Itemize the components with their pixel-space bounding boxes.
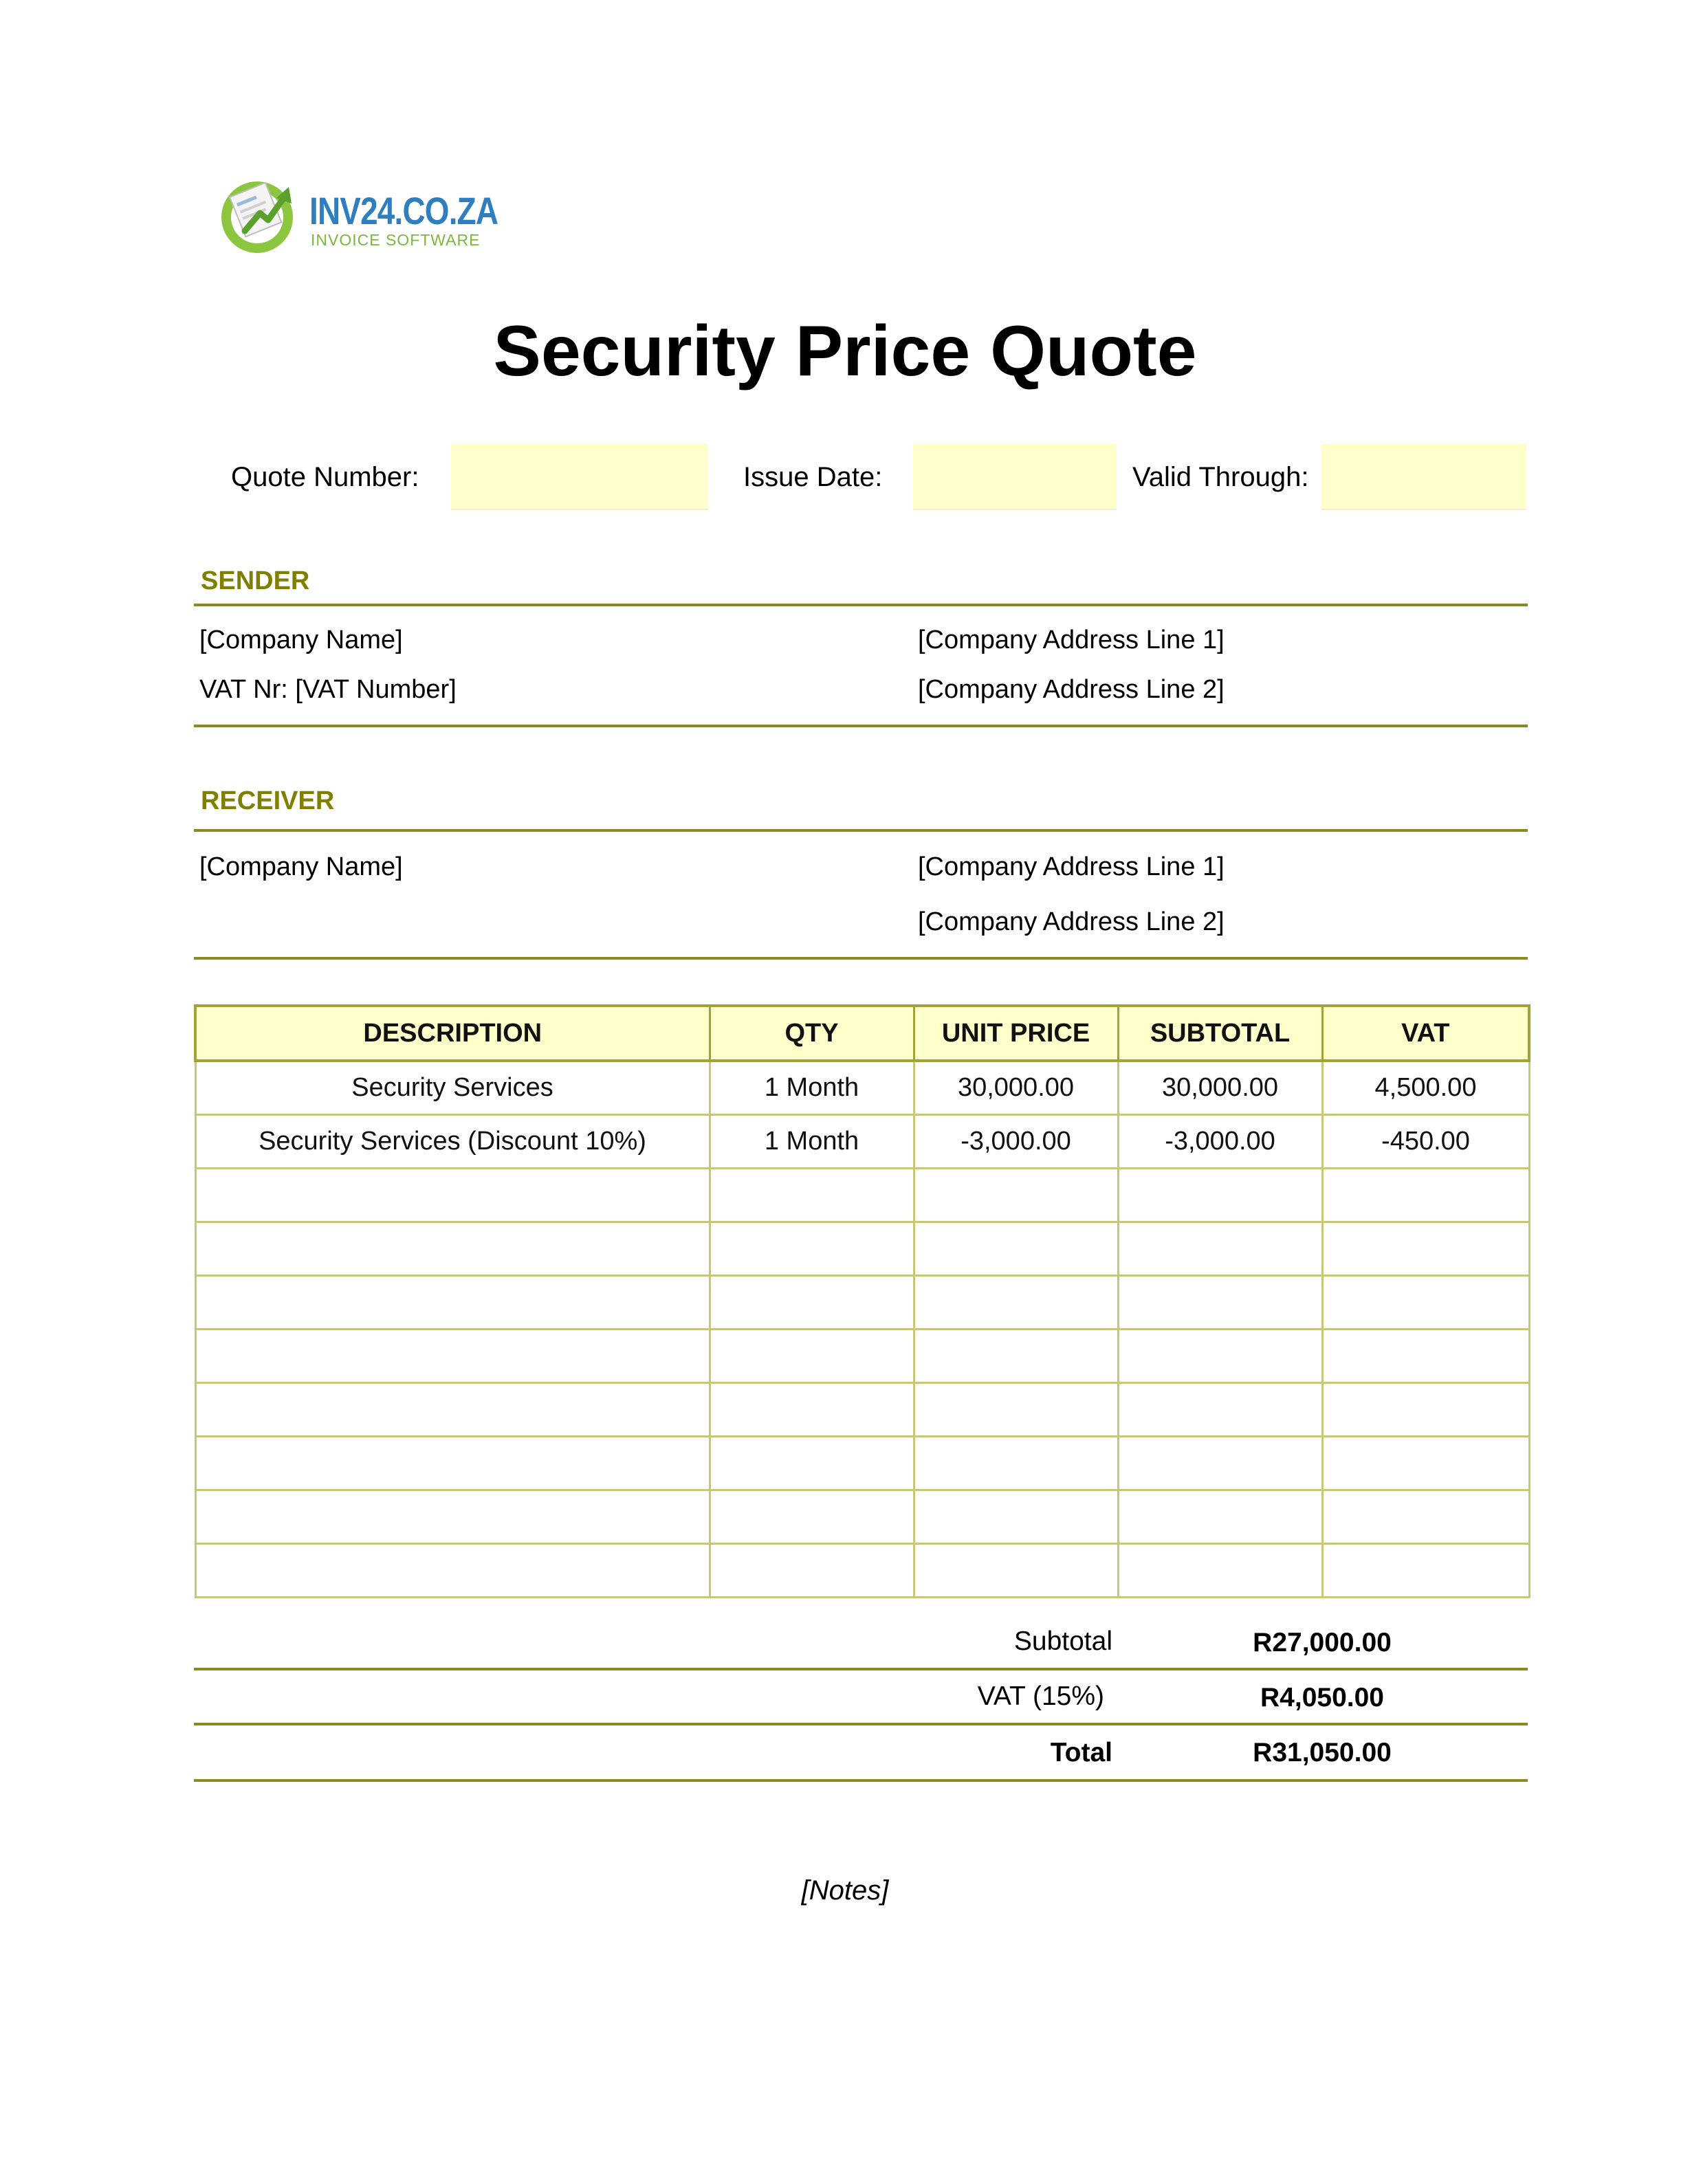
subtotal-rule [194,1668,1528,1670]
item-vat[interactable] [1322,1383,1529,1437]
receiver-top-rule [194,829,1528,832]
logo-tagline: INVOICE SOFTWARE [311,231,481,249]
item-unit-price[interactable] [914,1330,1118,1383]
item-qty[interactable]: 1 Month [710,1061,914,1115]
item-subtotal[interactable]: 30,000.00 [1118,1061,1322,1115]
item-qty[interactable] [710,1437,914,1490]
item-description[interactable] [195,1330,710,1383]
table-row [195,1490,1529,1544]
item-unit-price[interactable] [914,1276,1118,1330]
column-header-qty: QTY [710,1006,914,1061]
valid-through-label: Valid Through: [1132,462,1309,492]
table-row [195,1437,1529,1490]
items-header-row [195,1006,1529,1061]
column-header-subtotal: SUBTOTAL [1118,1006,1322,1061]
item-subtotal[interactable] [1118,1222,1322,1276]
table-row [195,1169,1529,1222]
table-row [195,1330,1529,1383]
item-qty[interactable] [710,1330,914,1383]
item-subtotal[interactable] [1118,1169,1322,1222]
item-qty[interactable] [710,1383,914,1437]
item-unit-price[interactable] [914,1222,1118,1276]
sender-heading: SENDER [201,566,310,595]
item-description[interactable] [195,1383,710,1437]
item-unit-price[interactable] [914,1490,1118,1544]
item-subtotal[interactable] [1118,1330,1322,1383]
quote-number-field[interactable] [451,444,708,510]
item-qty[interactable] [710,1544,914,1598]
total-value: R31,050.00 [1253,1738,1392,1767]
item-subtotal[interactable]: -3,000.00 [1118,1115,1322,1169]
valid-through-field[interactable] [1321,444,1526,510]
item-vat[interactable]: -450.00 [1322,1115,1529,1169]
vat-rule [194,1723,1528,1725]
logo-icon [217,173,303,254]
item-qty[interactable] [710,1169,914,1222]
notes[interactable]: [Notes] [801,1875,889,1906]
item-unit-price[interactable]: -3,000.00 [914,1115,1118,1169]
item-qty[interactable]: 1 Month [710,1115,914,1169]
sender-address-line-1: [Company Address Line 1] [918,626,1225,654]
item-unit-price[interactable] [914,1169,1118,1222]
item-unit-price[interactable] [914,1544,1118,1598]
item-subtotal[interactable] [1118,1276,1322,1330]
sender-vat-number: VAT Nr: [VAT Number] [199,675,457,704]
page-title: Security Price Quote [493,311,1197,391]
item-vat[interactable] [1322,1437,1529,1490]
item-description[interactable] [195,1169,710,1222]
receiver-heading: RECEIVER [201,786,335,815]
item-vat[interactable] [1322,1544,1529,1598]
sender-bottom-rule [194,725,1528,727]
table-row [195,1222,1529,1276]
column-header-vat: VAT [1322,1006,1529,1061]
issue-date-label: Issue Date: [743,462,883,492]
receiver-company-name: [Company Name] [199,852,403,881]
item-qty[interactable] [710,1490,914,1544]
vat-value: R4,050.00 [1260,1683,1384,1712]
column-header-description: DESCRIPTION [195,1006,710,1061]
item-vat[interactable] [1322,1276,1529,1330]
total-label: Total [1050,1738,1112,1767]
table-row [195,1544,1529,1598]
item-vat[interactable] [1322,1330,1529,1383]
table-row [195,1276,1529,1330]
table-row [195,1061,1529,1115]
sender-address-line-2: [Company Address Line 2] [918,675,1225,704]
item-qty[interactable] [710,1222,914,1276]
logo-name: INV24.CO.ZA [309,189,498,232]
issue-date-field[interactable] [913,444,1117,510]
item-unit-price[interactable]: 30,000.00 [914,1061,1118,1115]
item-unit-price[interactable] [914,1437,1118,1490]
receiver-address-line-2: [Company Address Line 2] [918,907,1225,936]
receiver-address-line-1: [Company Address Line 1] [918,852,1225,881]
item-subtotal[interactable] [1118,1437,1322,1490]
vat-label: VAT (15%) [977,1681,1104,1711]
item-vat[interactable] [1322,1222,1529,1276]
item-description[interactable] [195,1544,710,1598]
item-description[interactable]: Security Services [195,1061,710,1115]
item-unit-price[interactable] [914,1383,1118,1437]
item-subtotal[interactable] [1118,1490,1322,1544]
item-vat[interactable] [1322,1169,1529,1222]
quote-number-label: Quote Number: [231,462,419,492]
item-description[interactable]: Security Services (Discount 10%) [195,1115,710,1169]
receiver-bottom-rule [194,957,1528,960]
logo [217,173,498,254]
item-vat[interactable] [1322,1490,1529,1544]
sender-company-name: [Company Name] [199,626,403,654]
column-header-unit-price: UNIT PRICE [914,1006,1118,1061]
item-description[interactable] [195,1437,710,1490]
total-rule [194,1779,1528,1782]
table-row [195,1115,1529,1169]
items-table [194,1004,1530,1598]
item-description[interactable] [195,1276,710,1330]
item-subtotal[interactable] [1118,1383,1322,1437]
item-description[interactable] [195,1222,710,1276]
subtotal-label: Subtotal [1013,1626,1112,1656]
item-vat[interactable]: 4,500.00 [1322,1061,1529,1115]
table-row [195,1383,1529,1437]
item-subtotal[interactable] [1118,1544,1322,1598]
item-qty[interactable] [710,1276,914,1330]
subtotal-value: R27,000.00 [1253,1628,1392,1657]
sender-top-rule [194,604,1528,606]
item-description[interactable] [195,1490,710,1544]
